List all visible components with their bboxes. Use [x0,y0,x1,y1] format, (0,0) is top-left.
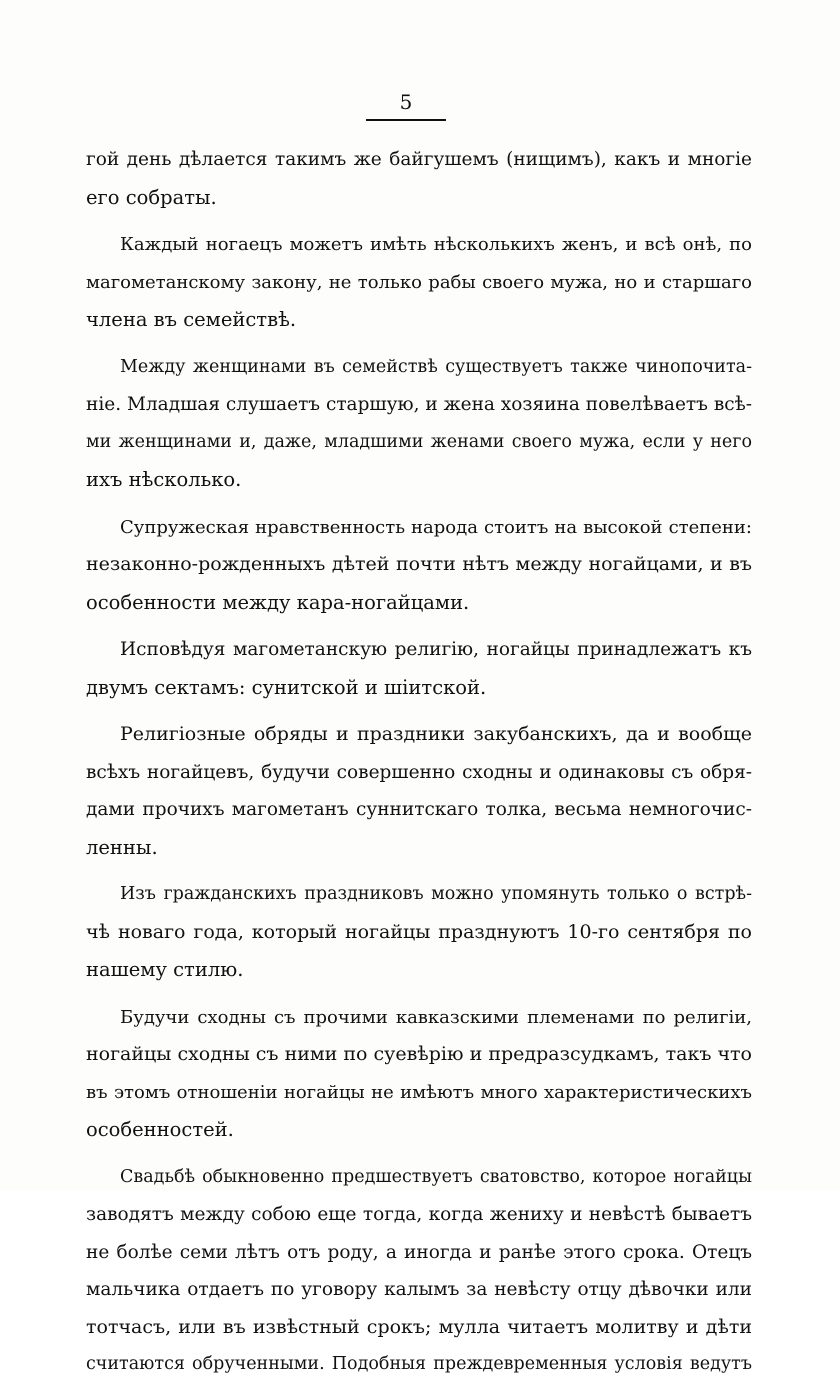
text-line: мальчика отдаетъ по уговору калымъ за невѣсту отцу дѣвочки или [86,1279,752,1300]
text-line: Между женщинами въ семействѣ существуетъ также чинопочита- [120,356,752,377]
text-line: Будучи сходны съ прочими кавказскими племенами по религіи, [120,1006,752,1028]
text-line: тотчасъ, или въ извѣстный срокъ; мулла читаетъ молитву и дѣти [86,1315,752,1338]
text-line: ногайцы сходны съ ними по суевѣрію и предразсудкамъ, такъ что [86,1043,752,1065]
text-line: въ этомъ отношеніи ногайцы не имѣютъ много характеристическихъ [86,1081,752,1103]
text-line: Свадьбѣ обыкновенно предшествуетъ сватовство, которое ногайцы [120,1166,752,1187]
paragraph [86,141,752,216]
paragraph [86,1159,752,1384]
paragraph [86,509,752,622]
paragraph [86,876,752,989]
text-line: Супружеская нравственность народа стоитъ на высокой степени: [120,516,752,538]
text-line: Каждый ногаецъ можетъ имѣть нѣсколькихъ женъ, и всѣ онѣ, по [120,234,752,255]
text-line: гой день дѣлается такимъ же байгушемъ (нищимъ), какъ и многіе [86,149,752,170]
text-line: Исповѣдуя магометанскую религію, ногайцы принадлежатъ къ [120,639,752,660]
text-line: члена въ семействѣ. [86,308,297,331]
text-line: незаконно-рожденныхъ дѣтей почти нѣтъ между ногайцами, и въ [86,553,752,575]
body-text [86,141,752,1384]
text-line: чѣ новаго года, который ногайцы празднуютъ 10-го сентября по [86,920,752,943]
text-line: считаются обрученными. Подобныя преждевременныя условія ведутъ [86,1354,752,1374]
text-line: не болѣе семи лѣтъ отъ роду, а иногда и ранѣе этого срока. Отецъ [86,1241,752,1263]
text-line: особенности между кара-ногайцами. [86,590,470,614]
text-line: ленны. [86,835,158,859]
text-line: ихъ нѣсколько. [86,468,242,491]
text-line: дами прочихъ магометанъ суннитскаго толка, весьма немногочис- [86,799,752,820]
paragraph [86,226,752,339]
page-number: 5 [399,90,413,114]
text-line: ніе. Младшая слушаетъ старшую, и жена хозяина повелѣваетъ всѣ- [86,394,752,415]
text-line: Изъ гражданскихъ праздниковъ можно упомянуть только о встрѣ- [120,884,752,904]
page-number-rule [366,119,446,121]
text-line: двумъ сектамъ: сунитской и шіитской. [86,675,487,699]
paragraph [86,349,752,499]
text-line: его собраты. [86,185,217,209]
text-line: ми женщинами и, даже, младшими женами своего мужа, если у него [86,431,752,452]
text-line: нашему стилю. [86,958,244,981]
paragraph [86,999,752,1149]
paragraph [86,631,752,706]
text-line: заводятъ между собою еще тогда, когда жениху и невѣстѣ бываетъ [86,1204,752,1225]
text-line: магометанскому закону, не только рабы своего мужа, но и старшаго [86,271,752,293]
text-line: всѣхъ ногайцевъ, будучи совершенно сходны и одинаковы съ обря- [86,761,752,783]
text-line: особенностей. [86,1118,234,1141]
text-line: Религіозные обряды и праздники закубанскихъ, да и вообще [120,723,752,745]
paragraph [86,716,752,866]
